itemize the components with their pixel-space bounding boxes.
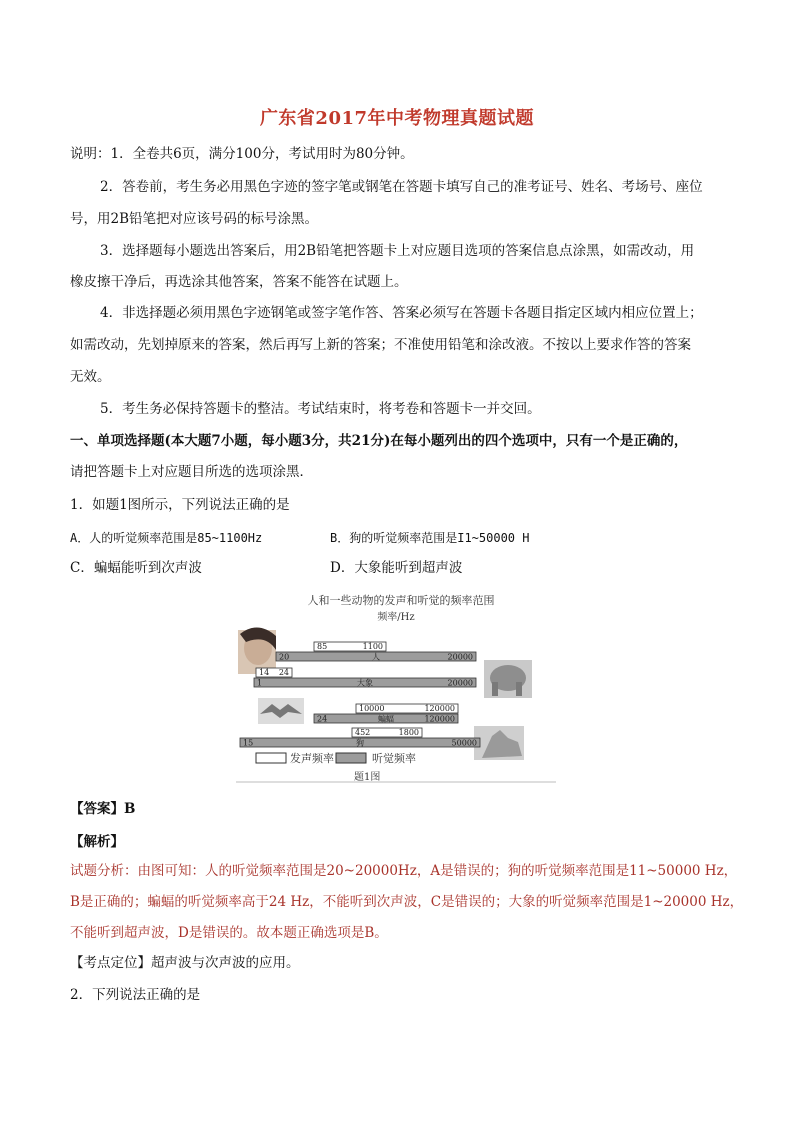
instruction-2-cont: 号，用2B铅笔把对应该号码的标号涂黑。 xyxy=(70,211,319,227)
voice-max-label-1: 24 xyxy=(278,668,289,677)
voice-min-label-3: 452 xyxy=(355,728,371,737)
instruction-5: 5．考生务必保持答题卡的整洁。考试结束时，将考卷和答题卡一并交回。 xyxy=(100,401,541,417)
hear-min-label-2: 24 xyxy=(317,714,328,724)
answer-label: 【答案】B xyxy=(70,801,136,817)
legend-voice-label: 发声频率 xyxy=(290,752,334,765)
hear-max-label-2: 120000 xyxy=(424,714,455,724)
analysis-label: 【解析】 xyxy=(70,834,124,850)
option-a: A．人的听觉频率范围是85~1100Hz xyxy=(70,531,263,545)
question-2-stem: 2．下列说法正确的是 xyxy=(70,987,201,1003)
page-title: 广东省2017年中考物理真题试题 xyxy=(259,108,535,129)
elephant-icon xyxy=(484,660,532,698)
instruction-4-end: 无效。 xyxy=(70,369,111,385)
voice-max-label-3: 1800 xyxy=(398,728,419,737)
legend-voice-swatch xyxy=(256,753,286,763)
instruction-4-cont: 如需改动，先划掉原来的答案，然后再写上新的答案；不准使用铅笔和涂改液。不按以上要求作答的答案 xyxy=(70,337,691,353)
instruction-4: 4．非选择题必须用黑色字迹钢笔或签字笔作答、答案必须写在答题卡各题目指定区域内相应位置上； xyxy=(100,305,703,321)
legend-hear-label: 听觉频率 xyxy=(372,752,416,765)
frequency-range-figure xyxy=(236,590,556,786)
section-heading-cont: 请把答题卡上对应题目所选的选项涂黑． xyxy=(70,464,313,480)
figure-title: 人和一些动物的发声和听觉的频率范围 xyxy=(307,594,495,607)
instruction-3: 3．选择题每小题选出答案后，用2B铅笔把答题卡上对应题目选项的答案信息点涂黑，如需改动，用 xyxy=(100,243,695,259)
option-d: D．大象能听到超声波 xyxy=(330,560,463,576)
voice-min-label-2: 10000 xyxy=(359,704,385,713)
hear-min-label-0: 20 xyxy=(279,652,290,662)
voice-max-label-0: 1100 xyxy=(362,642,383,651)
instruction-1: 说明：1．全卷共6页，满分100分，考试用时为80分钟。 xyxy=(70,146,414,162)
section-heading: 一、单项选择题(本大题7小题，每小题3分，共21分)在每小题列出的四个选项中，只有一个是正确的， xyxy=(70,433,688,449)
bat-icon xyxy=(258,698,304,724)
hear-max-label-3: 50000 xyxy=(451,738,477,748)
option-b: B．狗的听觉频率范围是I1~50000 H xyxy=(330,531,530,545)
analysis-line-1: 试题分析：由图可知：人的听觉频率范围是20~20000Hz，A是错误的；狗的听觉频率范围是11~50000 Hz， xyxy=(70,863,738,879)
legend-hear-swatch xyxy=(336,753,366,763)
option-c: C．蝙蝠能听到次声波 xyxy=(70,560,202,576)
voice-min-label-0: 85 xyxy=(317,642,328,651)
hear-max-label-1: 20000 xyxy=(447,678,473,688)
voice-max-label-2: 120000 xyxy=(424,704,455,713)
hear-min-label-3: 15 xyxy=(243,738,254,748)
range-bars xyxy=(240,642,480,748)
animal-name-label-0: 人 xyxy=(372,652,380,662)
question-1-stem: 1．如题1图所示，下列说法正确的是 xyxy=(70,497,290,513)
human-face-icon xyxy=(238,627,276,674)
voice-min-label-1: 14 xyxy=(259,668,270,677)
animal-name-label-3: 狗 xyxy=(356,738,364,748)
knowledge-point: 【考点定位】超声波与次声波的应用。 xyxy=(70,955,300,971)
instruction-3-cont: 橡皮擦干净后，再选涂其他答案，答案不能答在试题上。 xyxy=(70,274,408,290)
figure-unit: 频率/Hz xyxy=(377,612,415,623)
analysis-line-3: 不能听到超声波，D是错误的。故本题正确选项是B。 xyxy=(70,925,388,941)
instruction-2: 2．答卷前，考生务必用黑色字迹的签字笔或钢笔在答题卡填写自己的准考证号、姓名、考场号、座位 xyxy=(100,179,703,195)
hear-min-label-1: 1 xyxy=(257,678,263,688)
animal-name-label-2: 蝙蝠 xyxy=(378,714,394,724)
hear-max-label-0: 20000 xyxy=(447,652,473,662)
dog-icon xyxy=(474,726,524,760)
figure-caption: 题1图 xyxy=(354,772,381,783)
animal-name-label-1: 大象 xyxy=(357,678,373,688)
analysis-line-2: B是正确的；蝙蝠的听觉频率高于24 Hz，不能听到次声波，C是错误的；大象的听觉频率范围是1~20000 Hz， xyxy=(70,894,744,910)
